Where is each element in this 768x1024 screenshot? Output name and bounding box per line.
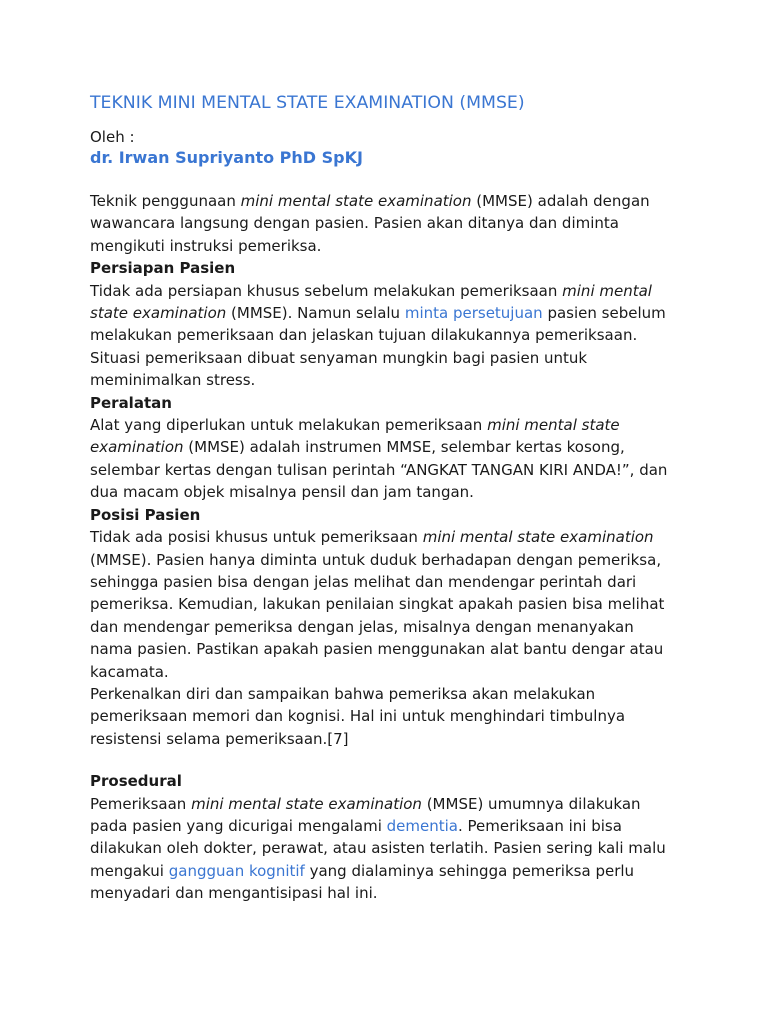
italic-term: mini mental state examination — [90, 416, 620, 457]
text-span: (MMSE) umumnya dilakukan pada pasien yang dicurigai mengalami — [90, 794, 641, 835]
page-title: TEKNIK MINI MENTAL STATE EXAMINATION (MMSE) — [90, 93, 525, 113]
text-span: Tidak ada persiapan khusus sebelum melakukan pemeriksaan — [90, 281, 563, 300]
heading-posisi-pasien: Posisi Pasien — [90, 505, 201, 524]
text-span: Teknik penggunaan — [90, 192, 241, 210]
text-span: (MMSE) adalah dengan wawancara langsung dengan pasien. Pasien akan ditanya dan diminta mengikuti instruksi pemeriksa. — [90, 192, 650, 255]
article-body — [90, 190, 680, 905]
link-minta-persetujuan[interactable]: minta persetujuan — [404, 304, 543, 323]
text-span: pasien sebelum melakukan pemeriksaan dan jelaskan tujuan dilakukannya pemeriksaan. Situasi pemeriksaan dibuat senyaman mungkin bagi pasien untuk meminimalkan stress. — [90, 304, 666, 390]
link-dementia[interactable]: dementia — [386, 816, 458, 835]
italic-term: mini mental state examination — [240, 192, 472, 210]
text-span: (MMSE) adalah instrumen MMSE, selembar kertas kosong, selembar kertas dengan tulisan perintah “ANGKAT TANGAN KIRI ANDA!”, dan dua macam objek misalnya pensil dan jam tangan. — [90, 438, 668, 502]
heading-peralatan: Peralatan — [90, 393, 172, 412]
persiapan-paragraph — [90, 280, 680, 392]
prosedural-paragraph — [90, 793, 680, 905]
text-span: yang dialaminya sehingga pemeriksa perlu menyadari dan mengantisipasi hal ini. — [90, 861, 635, 903]
text-span: (MMSE). Pasien hanya diminta untuk duduk berhadapan dengan pemeriksa, sehingga pasien bisa dengan jelas melihat dan mendengar perintah dari pemeriksa. Kemudian, lakukan penilaian singkat apakah pasien bisa melihat dan mendengar pemeriksa dengan jelas, misalnya dengan menanyakan nama pasien. Pastikan apakah pasien menggunakan alat bantu dengar atau kacamata. — [90, 550, 665, 681]
byline-label: Oleh : — [90, 128, 135, 146]
heading-persiapan-pasien: Persiapan Pasien — [90, 259, 236, 278]
posisi-paragraph — [90, 526, 680, 683]
italic-term: mini mental state examination — [90, 281, 652, 323]
italic-term: mini mental state examination — [422, 528, 654, 547]
text-span: Alat yang diperlukan untuk melakukan pemeriksaan — [90, 416, 488, 435]
text-span: Pemeriksaan — [90, 794, 192, 813]
intro-paragraph — [90, 190, 680, 257]
link-gangguan-kognitif[interactable]: gangguan kognitif — [168, 861, 305, 880]
text-span: . Pemeriksaan ini bisa dilakukan oleh dokter, perawat, atau asisten terlatih. Pasien sering kali malu mengakui — [90, 816, 666, 880]
author-name: dr. Irwan Supriyanto PhD SpKJ — [90, 148, 363, 167]
peralatan-paragraph — [90, 414, 680, 504]
text-span: Tidak ada posisi khusus untuk pemeriksaan — [90, 528, 423, 547]
text-span: (MMSE). Namun selalu — [226, 304, 405, 323]
italic-term: mini mental state examination — [191, 794, 422, 813]
posisi-paragraph-2: Perkenalkan diri dan sampaikan bahwa pemeriksa akan melakukan pemeriksaan memori dan kognisi. Hal ini untuk menghindari timbulnya resistensi selama pemeriksaan.[7] — [90, 684, 626, 748]
section-gap — [90, 750, 680, 770]
heading-prosedural: Prosedural — [90, 772, 182, 791]
